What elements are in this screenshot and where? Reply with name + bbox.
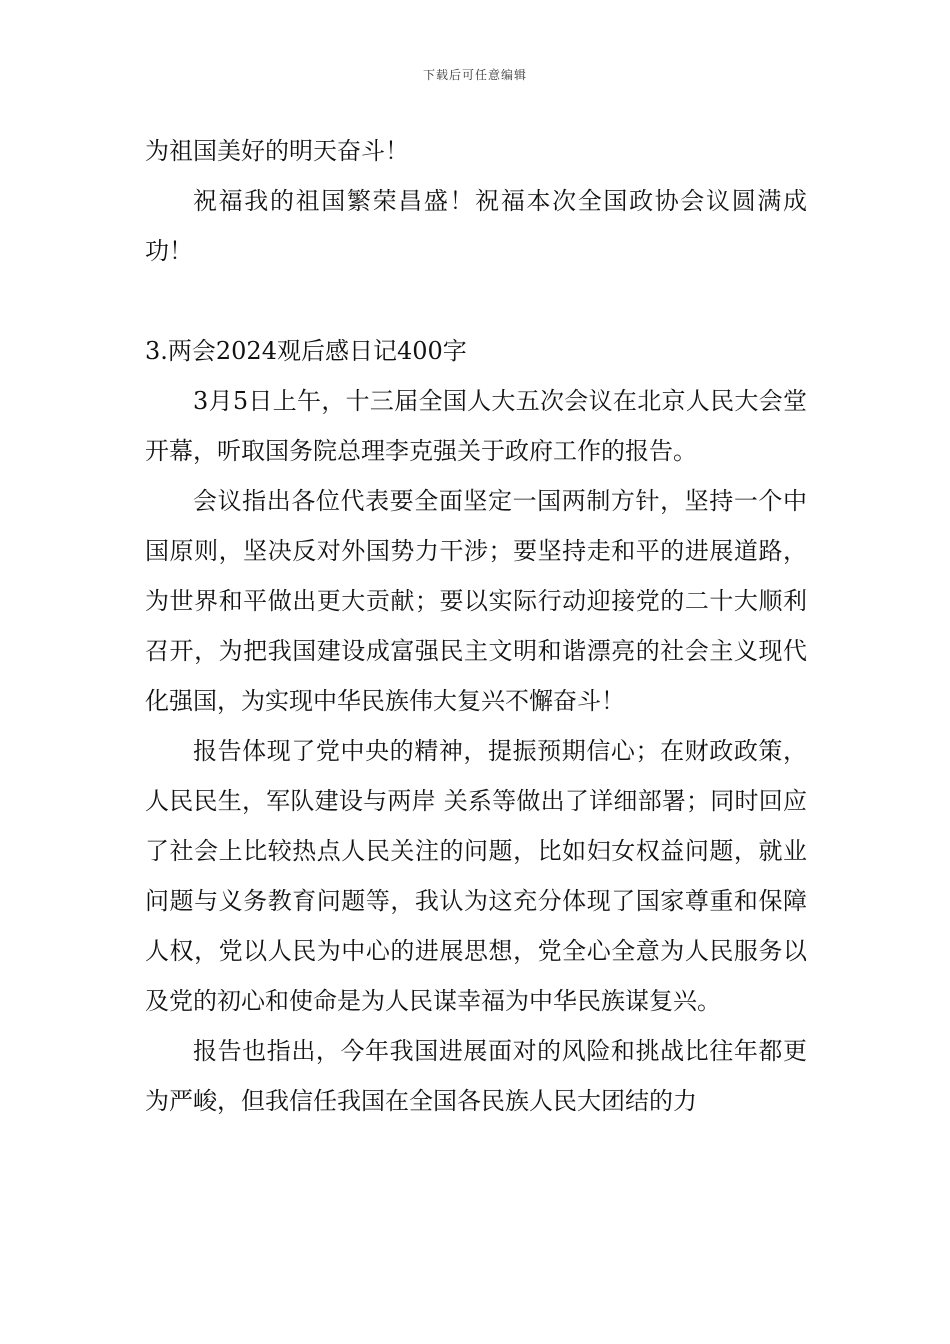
section-heading: 3.两会2024观后感日记400字 [145, 337, 467, 365]
document-body [145, 126, 807, 1126]
paragraph-report: 报告体现了党中央的精神，提振预期信心；在财政政策，人民民生，军队建设与两岸 关系等做出了详细部署；同时回应了社会上比较热点人民关注的问题，比如妇女权益问题，就业问题与义务教育问题等，我认为这充分体现了国家尊重和保障人权，党以人民为中心的进展思想，党全心全意为人民服务以及党的初心和使命是为人民谋幸福为中华民族谋复兴。 [145, 737, 807, 1015]
paragraph-continuation: 为祖国美好的明天奋斗！ [145, 137, 409, 165]
page-header: 下载后可任意编辑 [422, 68, 527, 82]
paragraph-meeting: 会议指出各位代表要全面坚定一国两制方针，坚持一个中国原则，坚决反对外国势力干涉；要坚持走和平的进展道路，为世界和平做出更大贡献；要以实际行动迎接党的二十大顺利召开，为把我国建设成富强民主文明和谐漂亮的社会主义现代化强国，为实现中华民族伟大复兴不懈奋斗！ [145, 487, 807, 715]
paragraph-challenges: 报告也指出，今年我国进展面对的风险和挑战比往年都更为严峻，但我信任我国在全国各民族人民大团结的力 [145, 1037, 807, 1115]
section-spacer [145, 276, 807, 326]
paragraph-blessing: 祝福我的祖国繁荣昌盛！祝福本次全国政协会议圆满成功！ [145, 187, 807, 265]
paragraph-opening: 3月5日上午，十三届全国人大五次会议在北京人民大会堂开幕，听取国务院总理李克强关于政府工作的报告。 [145, 387, 807, 465]
